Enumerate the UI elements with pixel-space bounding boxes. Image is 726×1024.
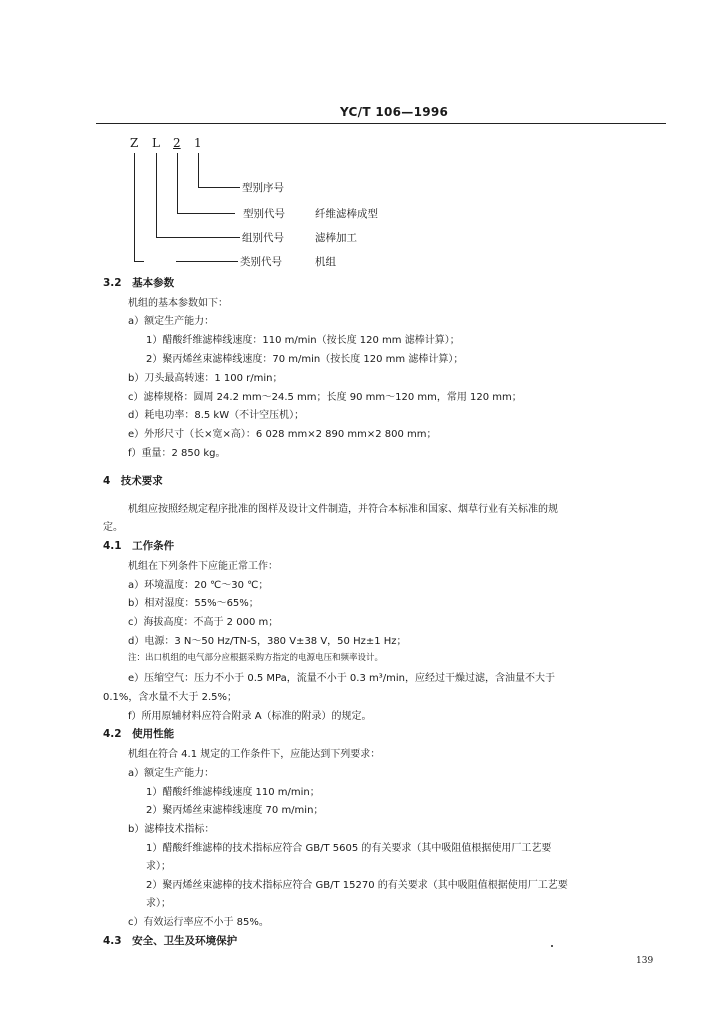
- leader-hline-1: [198, 187, 240, 188]
- list-item: 1）醋酸纤维滤棒线速度：110 m/min（按长度 120 mm 滤棒计算）；: [146, 335, 460, 346]
- list-item: 1）醋酸纤维滤棒线速度 110 m/min；: [146, 787, 320, 798]
- list-item: a）额定生产能力：: [128, 768, 215, 779]
- scan-speck: [551, 945, 553, 947]
- list-item: a）额定生产能力：: [128, 316, 215, 327]
- section-4-2-heading: 4.2 使用性能: [103, 728, 175, 740]
- text-line: 0.1%，含水量不大于 2.5%；: [103, 692, 237, 703]
- header-rule: [96, 123, 666, 124]
- code-letter-2: 2: [173, 136, 181, 150]
- label-type-sequence: 型别序号: [242, 182, 284, 194]
- text-line: 求）；: [146, 898, 171, 909]
- list-item: 2）聚丙烯丝束滤棒线速度：70 m/min（按长度 120 mm 滤棒计算）；: [146, 354, 464, 365]
- list-item: 2）聚丙烯丝束滤棒的技术指标应符合 GB/T 15270 的有关要求（其中吸阻值根据使用厂工艺要: [146, 880, 568, 891]
- label-group-code: 组别代号: [242, 232, 284, 244]
- list-item: d）电源：3 N～50 Hz/TN-S，380 V±38 V，50 Hz±1 Hz；: [128, 636, 407, 647]
- leader-vline-1: [198, 153, 199, 187]
- label-group-code-desc: 滤棒加工: [315, 232, 357, 244]
- note-line: 注：出口机组的电气部分应根据采购方指定的电源电压和频率设计。: [128, 653, 384, 663]
- list-item: b）滤棒技术指标：: [128, 824, 215, 835]
- label-type-code: 型别代号: [243, 208, 285, 220]
- section-4-3-heading: 4.3 安全、卫生及环境保护: [103, 935, 238, 947]
- section-4-1-heading: 4.1 工作条件: [103, 540, 175, 552]
- list-item: b）相对湿度：55%～65%；: [128, 598, 259, 609]
- label-category-code: 类别代号: [240, 256, 282, 268]
- leader-vline-z: [134, 153, 135, 261]
- page-number: 139: [636, 956, 654, 966]
- list-item: 1）醋酸纤维滤棒的技术指标应符合 GB/T 5605 的有关要求（其中吸阻值根据使用厂工艺要: [146, 843, 552, 854]
- list-item: b）刀头最高转速：1 100 r/min；: [128, 373, 283, 384]
- text-line: 求）；: [146, 861, 171, 872]
- list-item: e）压缩空气：压力不小于 0.5 MPa，流量不小于 0.3 m³/min，应经过干燥过滤，含油量不大于: [128, 673, 555, 684]
- code-letter-l: L: [152, 136, 160, 150]
- text-line: 定。: [103, 522, 123, 533]
- list-item: c）滤棒规格：圆周 24.2 mm～24.5 mm；长度 90 mm～120 mm，常用 120 mm；: [128, 392, 522, 403]
- list-item: f）所用原辅材料应符合附录 A（标准的附录）的规定。: [128, 711, 372, 722]
- list-item: 2）聚丙烯丝束滤棒线速度 70 m/min；: [146, 805, 324, 816]
- leader-hline-l: [156, 237, 240, 238]
- section-3-2-heading: 3.2 基本参数: [103, 277, 175, 289]
- list-item: e）外形尺寸（长×宽×高）：6 028 mm×2 890 mm×2 800 mm；: [128, 429, 437, 440]
- text-line: 机组在下列条件下应能正常工作：: [128, 561, 278, 572]
- section-4-heading: 4 技术要求: [103, 475, 163, 487]
- list-item: c）有效运行率应不小于 85%。: [128, 917, 269, 928]
- leader-hline-z-a: [134, 261, 144, 262]
- label-category-code-desc: 机组: [315, 256, 336, 268]
- text-line: 机组的基本参数如下：: [128, 298, 228, 309]
- list-item: f）重量：2 850 kg。: [128, 448, 226, 459]
- list-item: d）耗电功率：8.5 kW（不计空压机）；: [128, 410, 305, 421]
- leader-hline-z-b: [176, 261, 238, 262]
- label-type-code-desc: 纤维滤棒成型: [315, 208, 378, 220]
- list-item: c）海拔高度：不高于 2 000 m；: [128, 617, 279, 628]
- text-line: 机组应按照经规定程序批准的图样及设计文件制造，并符合本标准和国家、烟草行业有关标准的规: [128, 504, 558, 515]
- code-letter-z: Z: [130, 136, 139, 150]
- leader-vline-2: [177, 153, 178, 213]
- leader-vline-l: [156, 153, 157, 237]
- leader-hline-2: [177, 213, 235, 214]
- text-line: 机组在符合 4.1 规定的工作条件下，应能达到下列要求：: [128, 749, 381, 760]
- code-letter-1: 1: [194, 136, 202, 150]
- list-item: a）环境温度：20 ℃～30 ℃；: [128, 580, 269, 591]
- standard-number: YC/T 106—1996: [340, 105, 449, 119]
